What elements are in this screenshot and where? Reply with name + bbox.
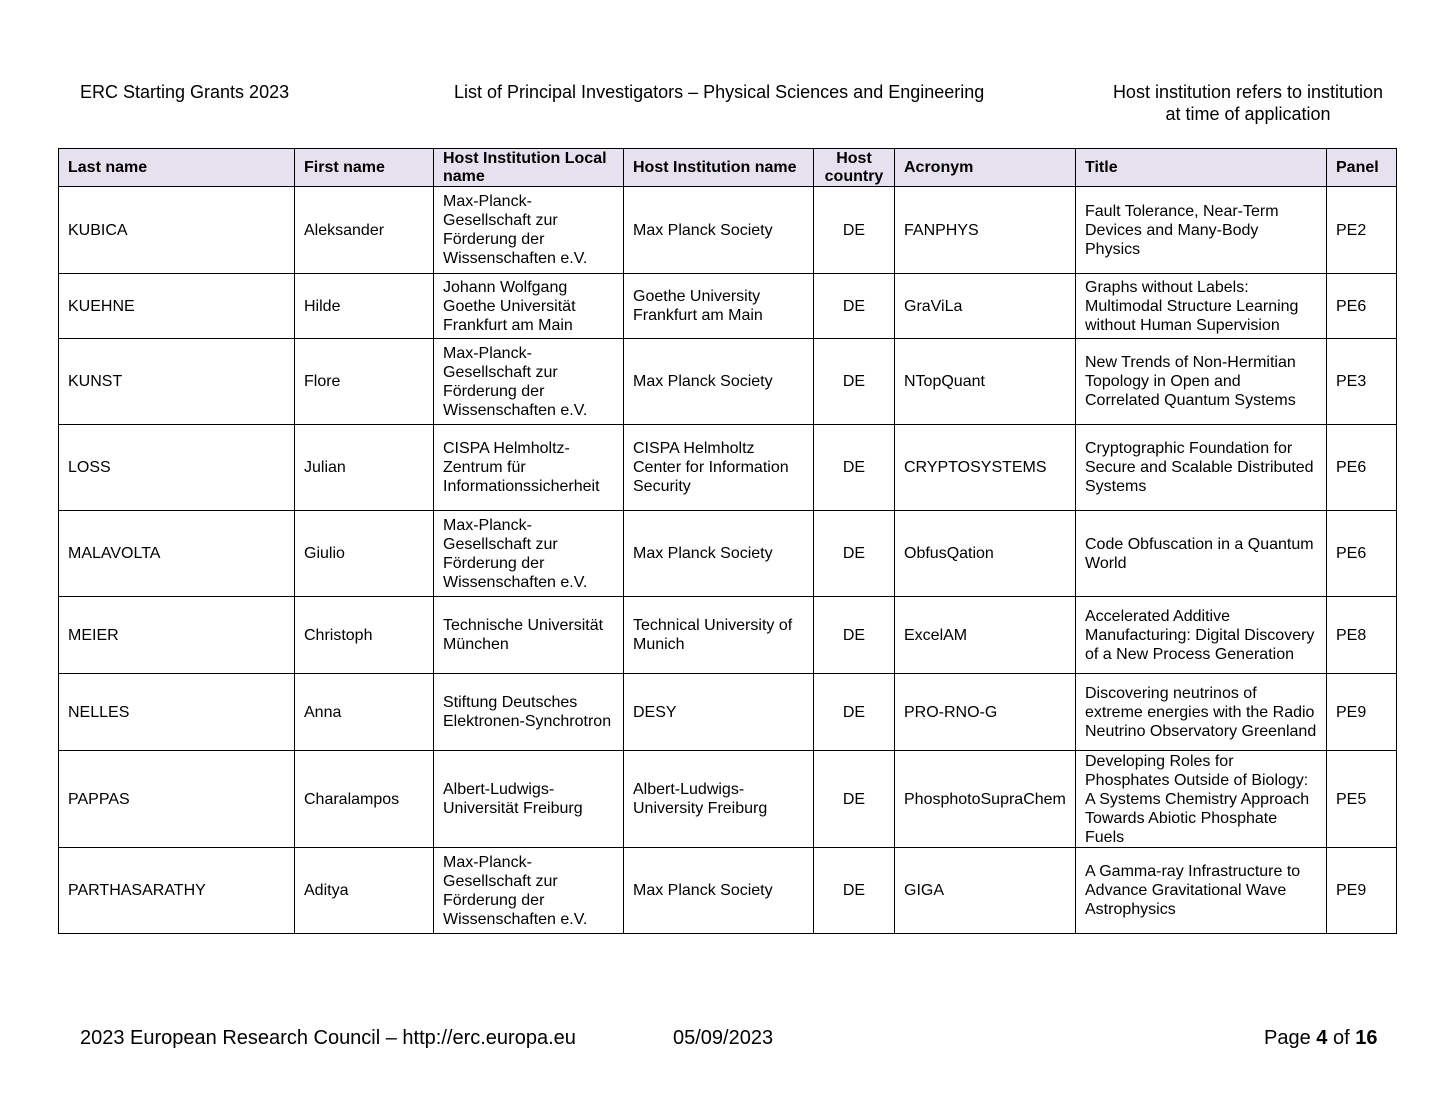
cell-acronym: ObfusQation — [895, 511, 1076, 597]
cell-last-name: LOSS — [59, 425, 295, 511]
cell-host-name: Goethe University Frankfurt am Main — [624, 274, 814, 339]
footer-page-total: 16 — [1355, 1027, 1378, 1049]
cell-panel: PE8 — [1327, 597, 1397, 674]
cell-host-name: DESY — [624, 674, 814, 751]
footer-page-current: 4 — [1316, 1027, 1328, 1049]
table-header-row — [59, 149, 1397, 187]
table-row — [59, 848, 1397, 934]
cell-last-name: PAPPAS — [59, 751, 295, 848]
cell-title: Cryptographic Foundation for Secure and Scalable Distributed Systems — [1076, 425, 1327, 511]
col-header-first-name: First name — [295, 149, 434, 187]
cell-host-name: Max Planck Society — [624, 187, 814, 274]
header-program: ERC Starting Grants 2023 — [80, 82, 290, 102]
cell-host-name: Technical University of Munich — [624, 597, 814, 674]
cell-host-local-name: Max-Planck-Gesellschaft zur Förderung der Wissenschaften e.V. — [434, 511, 624, 597]
cell-panel: PE6 — [1327, 425, 1397, 511]
cell-last-name: KUBICA — [59, 187, 295, 274]
cell-acronym: CRYPTOSYSTEMS — [895, 425, 1076, 511]
cell-title: Code Obfuscation in a Quantum World — [1076, 511, 1327, 597]
cell-host-local-name: Max-Planck-Gesellschaft zur Förderung der Wissenschaften e.V. — [434, 187, 624, 274]
cell-last-name: NELLES — [59, 674, 295, 751]
cell-host-country: DE — [814, 511, 895, 597]
cell-acronym: GraViLa — [895, 274, 1076, 339]
footer-page-word: Page — [1264, 1027, 1311, 1049]
cell-first-name: Julian — [295, 425, 434, 511]
col-header-last-name: Last name — [59, 149, 295, 187]
col-header-title: Title — [1076, 149, 1327, 187]
cell-first-name: Christoph — [295, 597, 434, 674]
cell-host-country: DE — [814, 425, 895, 511]
col-header-host-local-name: Host Institution Local name — [434, 149, 624, 187]
footer-page-number — [1264, 1026, 1377, 1050]
cell-host-country: DE — [814, 274, 895, 339]
cell-host-local-name: CISPA Helmholtz-Zentrum für Informationssicherheit — [434, 425, 624, 511]
cell-first-name: Anna — [295, 674, 434, 751]
cell-last-name: KUNST — [59, 339, 295, 425]
cell-acronym: NTopQuant — [895, 339, 1076, 425]
cell-title: Graphs without Labels: Multimodal Structure Learning without Human Supervision — [1076, 274, 1327, 339]
cell-host-country: DE — [814, 751, 895, 848]
cell-first-name: Flore — [295, 339, 434, 425]
table-row — [59, 674, 1397, 751]
cell-host-name: Max Planck Society — [624, 848, 814, 934]
cell-host-local-name: Johann Wolfgang Goethe Universität Frankfurt am Main — [434, 274, 624, 339]
col-header-panel: Panel — [1327, 149, 1397, 187]
table-row — [59, 597, 1397, 674]
cell-title: Discovering neutrinos of extreme energies with the Radio Neutrino Observatory Greenland — [1076, 674, 1327, 751]
header-note-line2: at time of application — [1165, 104, 1331, 124]
cell-acronym: PhosphotoSupraChem — [895, 751, 1076, 848]
cell-host-country: DE — [814, 597, 895, 674]
cell-title: A Gamma-ray Infrastructure to Advance Gravitational Wave Astrophysics — [1076, 848, 1327, 934]
header-note — [1108, 81, 1388, 125]
cell-host-name: Max Planck Society — [624, 511, 814, 597]
table-row — [59, 339, 1397, 425]
footer-date: 05/09/2023 — [673, 1027, 774, 1049]
cell-host-local-name: Max-Planck-Gesellschaft zur Förderung der Wissenschaften e.V. — [434, 339, 624, 425]
cell-title: Fault Tolerance, Near-Term Devices and Many-Body Physics — [1076, 187, 1327, 274]
cell-panel: PE6 — [1327, 511, 1397, 597]
table-row — [59, 425, 1397, 511]
cell-title: Developing Roles for Phosphates Outside of Biology: A Systems Chemistry Approach Towards Abiotic Phosphate Fuels — [1076, 751, 1327, 848]
cell-first-name: Giulio — [295, 511, 434, 597]
table-row — [59, 187, 1397, 274]
footer-of-word: of — [1332, 1027, 1350, 1049]
cell-title: Accelerated Additive Manufacturing: Digital Discovery of a New Process Generation — [1076, 597, 1327, 674]
cell-acronym: PRO-RNO-G — [895, 674, 1076, 751]
cell-host-country: DE — [814, 674, 895, 751]
cell-host-country: DE — [814, 187, 895, 274]
table-body — [59, 187, 1397, 934]
cell-host-local-name: Albert-Ludwigs-Universität Freiburg — [434, 751, 624, 848]
cell-first-name: Charalampos — [295, 751, 434, 848]
cell-host-name: CISPA Helmholtz Center for Information Security — [624, 425, 814, 511]
header-list-title: List of Principal Investigators – Physical Sciences and Engineering — [454, 82, 985, 102]
cell-host-local-name: Max-Planck-Gesellschaft zur Förderung der Wissenschaften e.V. — [434, 848, 624, 934]
cell-title: New Trends of Non-Hermitian Topology in Open and Correlated Quantum Systems — [1076, 339, 1327, 425]
col-header-acronym: Acronym — [895, 149, 1076, 187]
table-row — [59, 751, 1397, 848]
cell-panel: PE2 — [1327, 187, 1397, 274]
col-header-host-country: Host country — [814, 149, 895, 187]
cell-first-name: Aditya — [295, 848, 434, 934]
col-header-host-name: Host Institution name — [624, 149, 814, 187]
cell-panel: PE9 — [1327, 674, 1397, 751]
cell-host-name: Max Planck Society — [624, 339, 814, 425]
cell-host-name: Albert-Ludwigs-University Freiburg — [624, 751, 814, 848]
cell-last-name: KUEHNE — [59, 274, 295, 339]
cell-last-name: MALAVOLTA — [59, 511, 295, 597]
footer-organization: 2023 European Research Council – http://erc.europa.eu — [80, 1027, 576, 1049]
cell-panel: PE3 — [1327, 339, 1397, 425]
cell-acronym: GIGA — [895, 848, 1076, 934]
cell-first-name: Aleksander — [295, 187, 434, 274]
cell-acronym: ExcelAM — [895, 597, 1076, 674]
cell-acronym: FANPHYS — [895, 187, 1076, 274]
investigators-table — [58, 148, 1397, 934]
table-row — [59, 274, 1397, 339]
cell-last-name: PARTHASARATHY — [59, 848, 295, 934]
cell-host-country: DE — [814, 339, 895, 425]
cell-first-name: Hilde — [295, 274, 434, 339]
cell-host-country: DE — [814, 848, 895, 934]
table-row — [59, 511, 1397, 597]
cell-host-local-name: Stiftung Deutsches Elektronen-Synchrotron — [434, 674, 624, 751]
header-note-line1: Host institution refers to institution — [1112, 82, 1384, 102]
cell-panel: PE9 — [1327, 848, 1397, 934]
cell-panel: PE6 — [1327, 274, 1397, 339]
cell-host-local-name: Technische Universität München — [434, 597, 624, 674]
cell-last-name: MEIER — [59, 597, 295, 674]
cell-panel: PE5 — [1327, 751, 1397, 848]
